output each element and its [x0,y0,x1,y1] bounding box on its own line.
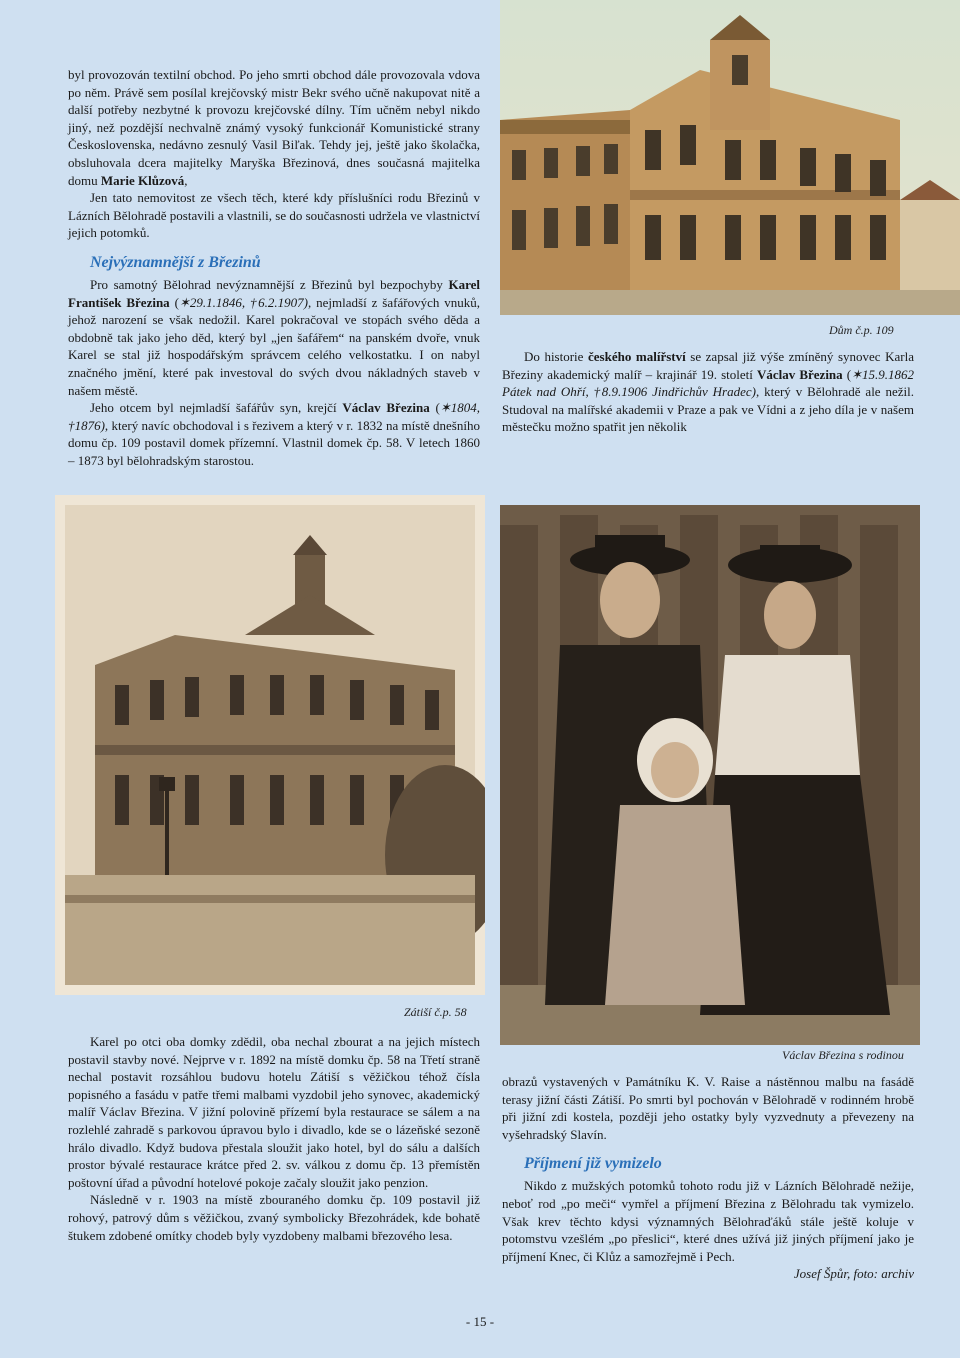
family-image [500,505,920,1045]
paragraph [502,348,914,436]
section-heading: Příjmení již vymizelo [524,1155,662,1173]
bold-name: Marie Klůzová [100,172,185,188]
caption-zatisi: Zátiší č.p. 58 [404,1005,467,1019]
paragraph: Následně v r. 1903 na místě zbouraného domku čp. 109 postavil již rohový, patrový dům s věžičkou, zvaný symbolicky Březohrádek, kde bohatě štukem zdobené omítky chodeb byly vyzdobeny malbami březového lesa. [68,1192,480,1243]
paragraph [68,276,480,399]
text: ( [842,366,852,382]
paragraph: Karel po otci oba domky zdědil, oba nechal zbourat a na jejich místech postavil stavby nové. Nejprve v r. 1892 na místě domku čp. 58 na Třetí straně nechal postavit rozsáhlou budovu hotelu Zátiší s věžičkou téhož čísla popisného a fasádu v patře třemi malbami vyzdobil jeho synovec, akademický malíř Václav Březina. V jižní polovině přízemí byla restaurace se sálem a na rozlehlé zahradě s parkovou úpravou bylo i divadlo, kde se o lázeňské sezoně hrálo divadlo. Když budova přestala sloužit jako hotel, byl do sálu a dalších prostor bývalé restaurace krátce před 2. sv. válkou z domu čp. 13 přemístěn poštovní úřad a původní hotelové pokoje začaly sloužit jako penzion. [68,1034,480,1190]
text-column-bottom-left [68,1033,480,1244]
paragraph: Nikdo z mužských potomků tohoto rodu již v Lázních Bělohradě nežije, neboť rod „po meči“ vymřel a příjmení Březina z Bělohradu tak vymizelo. Však krev těchto kdysi významných Bělohraďáků stále ještě koluje v potomstvu vzešlém „po přeslici“, které dnes užívá již jiných příjmení jako je příjmení Knec, či Klůz a samozřejmě i Pech. [502,1178,914,1264]
author-signature [502,1265,914,1283]
text: byl provozován textilní obchod. Po jeho smrti obchod dále provozovala vdova po něm. Právě sem posílal krejčovský mistr Bekr svého učně nakupovat nitě a další potřeby nezbytné k provozu krejčovské dílny. Tím učněm nebyl nikdo jiný, než pozdější nechvalně známý vysoký funkcionář Komunistické strany Československa, nedávno zesnulý Vasil Biľak. Tehdy jej, ještě jako školačka, obsluhovala dcera majitelky Maryška Březinová, dnes současná majitelka domu [68,67,480,188]
bold-name: Václav Březina [342,400,430,416]
text: Do historie [524,349,588,364]
text-column-top-right [502,348,914,436]
paragraph [68,399,480,469]
page-number: - 15 - [465,1314,495,1329]
text: , [184,172,188,188]
text-column-top-left [68,66,480,469]
photo-zatisi-58 [55,495,485,995]
section-heading: Nejvýznamnější z Březinů [90,253,261,271]
text: Jeho otcem byl nejmladší šafářův syn, krejčí [90,400,343,416]
photo-family [500,505,920,1045]
text: se zapsal již výše zmíněný synovec Karla Březiny akademický malíř – krajinář 19. století [502,349,914,382]
caption-house-109: Dům č.p. 109 [829,323,894,337]
caption-family: Václav Březina s rodinou [782,1048,904,1062]
text: , který v Bělohradě ale nežil. Studoval na malířské akademii v Praze a pak ve Vídni a z jeho díla je v našem městečku možno spatřit jen několik [502,384,914,435]
dates: ✶15.9.1862 Pátek nad Ohří, †8.9.1906 Jindřichův Hradec) [502,366,914,400]
bold-name: Václav Březina [756,366,843,382]
zatisi-image [55,495,485,995]
paragraph: Jen tato nemovitost ze všech těch, které kdy příslušníci rodu Březinů v Lázních Bělohradě postavili a vlastnili, se do současnosti udržela ve vlastnictví jejich potomků. [68,190,480,241]
text-column-bottom-right [502,1073,914,1283]
text: ( [429,400,440,416]
text: , nejmladší z šafářových vnuků, jehož narození se však nedožil. Karel pokračoval ve stopách svého děda a obdobně tak jako jeho děd, který byl „jen šafářem“ na panském dvoře, vnuk Karel se stal již hospodářským správcem celého velkostatku. I on nabyl značného jmění, které pak investoval do svých dvou nákladných staveb v našem městě. [68,294,480,398]
bold-name: Karel František Březina [68,276,480,310]
text: Pro samotný Bělohrad nevýznamnější z Březinů byl bezpochyby [90,276,449,292]
dates: ✶29.1.1846, †6.2.1907) [178,294,308,310]
photo-house-109 [500,0,960,315]
house-109-image [500,0,960,315]
paragraph [68,66,480,189]
signature-text: Josef Špůr, foto: archiv [793,1266,914,1282]
text: ( [169,294,179,310]
dates: ✶1804, †1876) [68,400,480,433]
bold-term: českého malířství [588,349,686,364]
paragraph: obrazů vystavených v Památníku K. V. Raise a nástěnnou malbu na fasádě terasy jižní části Zátiší. Po smrti byl pochován v Bělohradě v rodinném hrobě při jižní zdi kostela, později jeho ostatky byly vyzvednuty a převezeny na vyšehradský Slavín. [502,1074,914,1142]
text: , který navíc obchodoval i s řezivem a který v r. 1832 na místě dnešního domu čp. 109 postavil domek přízemní. Vlastnil domek čp. 58. V letech 1860 – 1873 byl bělohradským starostou. [68,417,480,468]
